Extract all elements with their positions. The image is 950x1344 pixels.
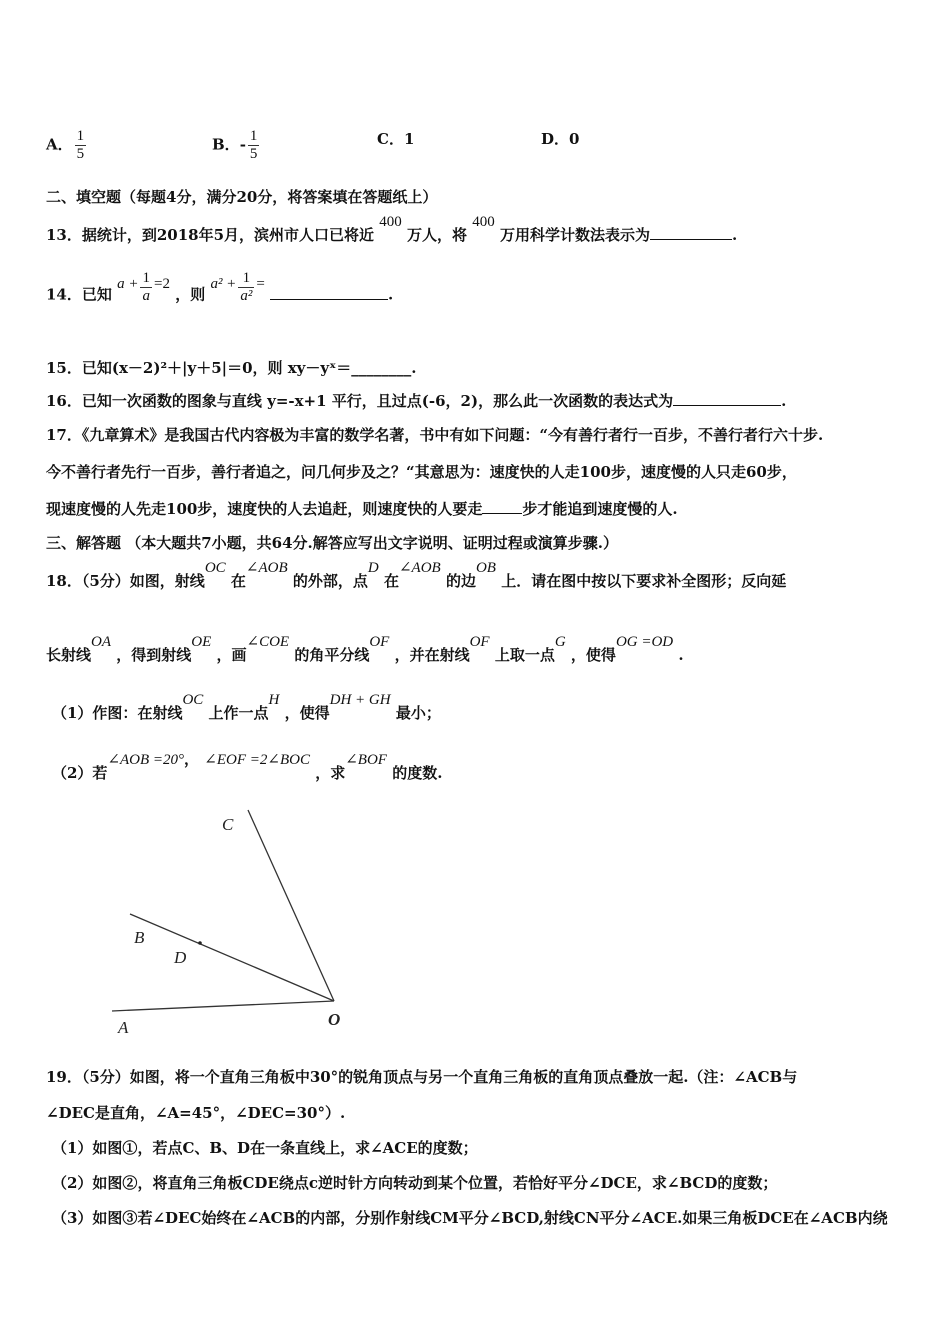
option-b: B．- $\frac{1}{5}$	[212, 128, 258, 162]
answer-blank[interactable]	[650, 225, 732, 240]
point-d	[198, 941, 202, 945]
answer-blank[interactable]	[482, 499, 522, 514]
label-d: D	[174, 948, 187, 967]
section-2-heading: 二、填空题（每题4分，满分20分，将答案填在答题纸上）	[46, 188, 438, 206]
fraction: $\frac{1}{5}$	[249, 128, 258, 162]
label-a: A	[118, 1018, 129, 1037]
fraction: $\frac{1}{a}$	[142, 270, 150, 304]
question-19-part2: （2）如图②，将直角三角板CDE绕点c逆时针方向转动到某个位置，若恰好平分∠DCE，求∠BCD的度数；	[52, 1174, 778, 1192]
question-17-line1: 17．《九章算术》是我国古代内容极为丰富的数学名著，书中有如下问题：“今有善行者行一百步，不善行者行六十步.	[46, 426, 824, 444]
ray-ob	[130, 914, 334, 1001]
ray-oc	[248, 810, 334, 1001]
question-18-part1: （1）作图：在射线OC 上作一点H ，使得DH + GH 最小；	[52, 692, 441, 722]
ray-oa	[112, 1001, 334, 1011]
fraction: $\frac{1}{\text{a²}}$	[240, 270, 253, 304]
question-16: 16．已知一次函数的图象与直线 y=-x+1 平行，且过点(-6，2)，那么此一次函数的表达式为 .	[46, 392, 787, 410]
question-19-line1: 19．（5分）如图，将一个直角三角板中30°的锐角顶点与另一个直角三角板的直角顶点叠放一起.（注：∠ACB与	[46, 1068, 798, 1086]
question-18-line1: 18．（5分）如图，射线OC 在∠AOB 的外部，点D 在∠AOB 的边OB 上．请在图中按以下要求补全图形；反向延	[46, 560, 787, 590]
label-o: O	[328, 1010, 341, 1029]
question-19-part3: （3）如图③若∠DEC始终在∠ACB的内部，分别作射线CM平分∠BCD,射线CN平分∠ACE.如果三角板DCE在∠ACB内绕	[52, 1209, 888, 1227]
question-18-part2: （2）若∠AOB =20°， ∠EOF =2∠BOC ，求∠BOF 的度数.	[52, 750, 443, 782]
option-c: C．1	[377, 130, 415, 148]
answer-blank[interactable]	[673, 391, 781, 406]
label-b: B	[134, 928, 145, 947]
question-17-line3: 现速度慢的人先走100步，速度快的人去追赶，则速度快的人要走 步才能追到速度慢的人.	[46, 500, 678, 518]
question-14: 14．已知 a + $\frac{1}{a}$ =2 ，则 a² + $\frac{1}{\text{a²}}$ = .	[46, 270, 394, 304]
option-a: A． $\frac{1}{5}$	[46, 128, 85, 162]
angle-figure	[40, 800, 360, 1045]
fraction: $\frac{1}{5}$	[76, 128, 85, 162]
label-c: C	[222, 815, 234, 834]
question-19-part1: （1）如图①，若点C、B、D在一条直线上，求∠ACE的度数；	[52, 1139, 478, 1157]
question-15: 15．已知(x－2)²＋|y＋5|＝0，则 xy－yˣ＝________.	[46, 359, 417, 377]
question-18-line2: 长射线OA ，得到射线OE ，画∠COE 的角平分线OF ，并在射线OF 上取一点G ，使得OG =OD .	[46, 634, 684, 664]
answer-blank[interactable]	[270, 285, 388, 300]
question-19-line2: ∠DEC是直角，∠A=45°，∠DEC=30°）.	[46, 1104, 346, 1122]
question-13: 13．据统计，到2018年5月，滨州市人口已将近 400 万人，将 400 万用科学计数法表示为 .	[46, 214, 738, 244]
section-3-heading: 三、解答题 （本大题共7小题，共64分.解答应写出文字说明、证明过程或演算步骤.）	[46, 534, 618, 552]
question-17-line2: 今不善行者先行一百步，善行者追之，问几何步及之？“其意思为：速度快的人走100步，速度慢的人只走60步，	[46, 463, 797, 481]
option-d: D．0	[541, 130, 580, 148]
